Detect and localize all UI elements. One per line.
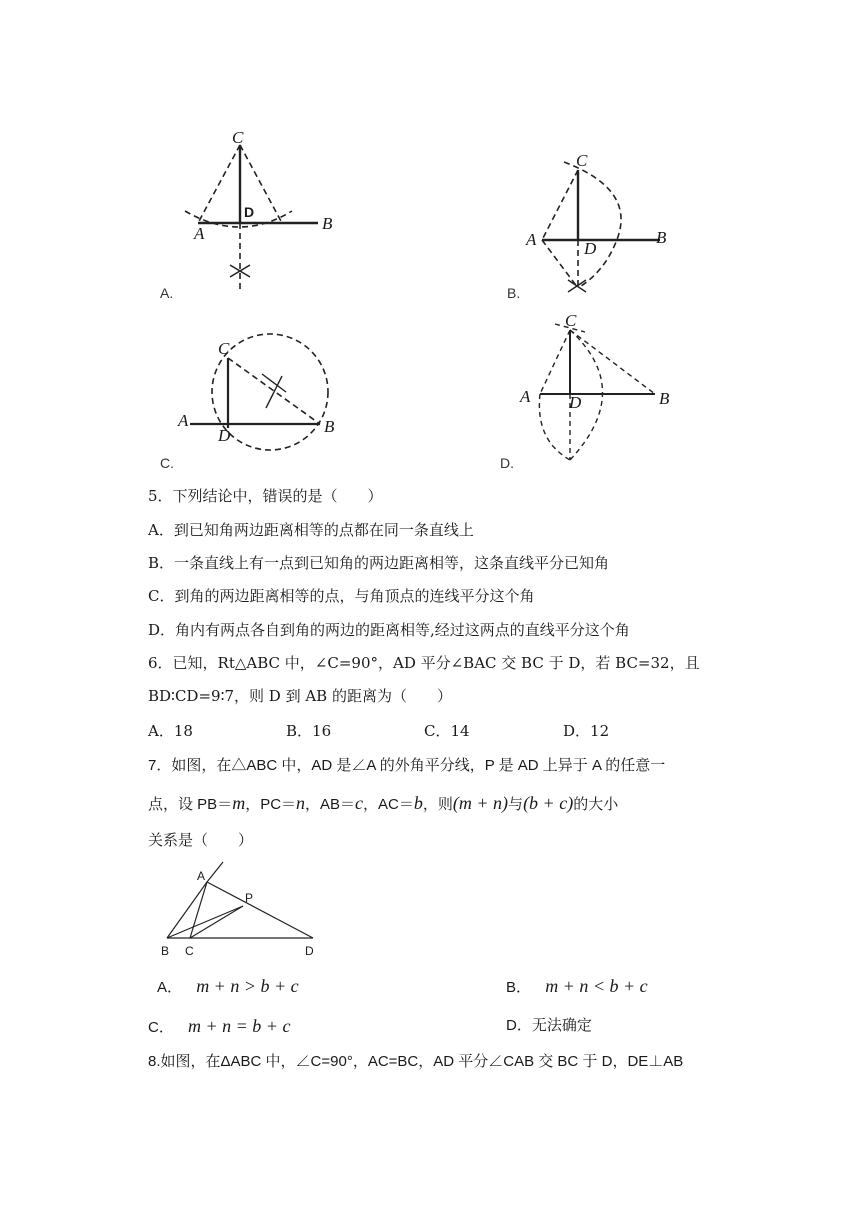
label-d: D	[584, 239, 597, 258]
q7-option-c	[148, 1015, 290, 1039]
q7-option-c-label: C．	[148, 1019, 174, 1036]
label-d: D	[218, 426, 231, 445]
label-c: C	[576, 151, 588, 170]
q6-option-a: A．18	[148, 722, 193, 740]
q7-expr-2: (b + c)	[523, 793, 574, 813]
q7-option-b-label: B．	[506, 979, 532, 996]
q5-option-b: B．一条直线上有一点到已知角的两边距离相等，这条直线平分已知角	[148, 554, 610, 572]
q7-var-b: b	[413, 793, 423, 813]
label-d: D	[244, 204, 255, 220]
q5-option-a: A．到已知角两边距离相等的点都在同一条直线上	[148, 521, 474, 539]
figure-option-c-label: C.	[160, 455, 174, 471]
q7-figure	[155, 860, 330, 960]
label-a: A	[194, 224, 205, 243]
figure-option-a	[150, 125, 370, 300]
q7-text-e: ，则	[422, 796, 453, 813]
q7-option-a-expr: m + n > b + c	[196, 976, 299, 996]
q7-line-1: 7．如图，在△ABC 中，AD 是∠A 的外角平分线，P 是 AD 上异于 A 的任意一	[148, 757, 666, 774]
label-a: A	[526, 230, 537, 249]
q7-option-d-label: D．	[506, 1017, 532, 1034]
label-a: A	[520, 387, 531, 406]
label-b: B	[659, 389, 670, 408]
q5-option-d: D．角内有两点各自到角的两边的距离相等,经过这两点的直线平分这个角	[148, 621, 630, 639]
figure-option-b-label: B.	[507, 285, 521, 301]
figure-option-d-label: D.	[500, 455, 514, 471]
q7-expr-1: (m + n)	[452, 793, 509, 813]
label-c: C	[218, 339, 230, 358]
q7-text-c: ，AB＝	[305, 796, 356, 813]
label-c: C	[565, 311, 577, 330]
q7-var-n: n	[296, 793, 306, 813]
q6-line-2: BD∶CD=9∶7，则 D 到 AB 的距离为（ ）	[148, 687, 452, 705]
figure-option-b	[520, 150, 680, 295]
q7-label-b: B	[161, 944, 170, 958]
label-b: B	[322, 214, 333, 233]
q7-option-b	[506, 975, 648, 999]
q7-var-c: c	[355, 793, 364, 813]
q7-option-a-label: A．	[157, 979, 183, 996]
q7-line-2	[148, 793, 618, 815]
label-b: B	[324, 417, 335, 436]
q6-option-b: B．16	[286, 722, 332, 740]
q5-option-c: C．到角的两边距离相等的点，与角顶点的连线平分这个角	[148, 587, 535, 605]
figure-option-a-label: A.	[160, 285, 174, 301]
q7-option-a	[157, 975, 299, 999]
q7-option-c-expr: m + n = b + c	[188, 1016, 291, 1036]
figure-option-c	[170, 330, 350, 455]
q7-label-a: A	[197, 869, 206, 883]
q7-option-d	[506, 1015, 592, 1037]
q7-line-3: 关系是（ ）	[148, 831, 254, 849]
q7-label-d: D	[305, 944, 314, 958]
q7-option-d-expr: 无法确定	[531, 1017, 592, 1034]
q6-option-c: C．14	[424, 722, 470, 740]
q7-label-p: P	[245, 891, 254, 905]
q7-text-b: ，PC＝	[245, 796, 297, 813]
q7-text-a: 点，设 PB＝	[148, 796, 233, 813]
q7-text-f: 与	[508, 796, 524, 813]
q6-line-1: 6．已知，Rt△ABC 中，∠C=90°，AD 平分∠BAC 交 BC 于 D，若 BC=32，且	[148, 654, 700, 672]
q7-text-g: 的大小	[573, 796, 619, 813]
label-d: D	[569, 393, 582, 412]
q7-option-b-expr: m + n < b + c	[545, 976, 648, 996]
figure-option-d	[515, 310, 695, 470]
q7-var-m: m	[232, 793, 246, 813]
q5-stem: 5．下列结论中，错误的是（ ）	[148, 487, 383, 505]
label-c: C	[232, 128, 244, 147]
q6-option-d: D．12	[563, 722, 610, 740]
label-b: B	[656, 228, 667, 247]
label-a: A	[178, 411, 189, 430]
q8-line-1: 8.如图，在ΔABC 中，∠C=90°，AC=BC，AD 平分∠CAB 交 BC 于 D，DE⊥AB	[148, 1053, 684, 1070]
q7-text-d: ，AC＝	[363, 796, 414, 813]
q7-label-c: C	[185, 944, 194, 958]
